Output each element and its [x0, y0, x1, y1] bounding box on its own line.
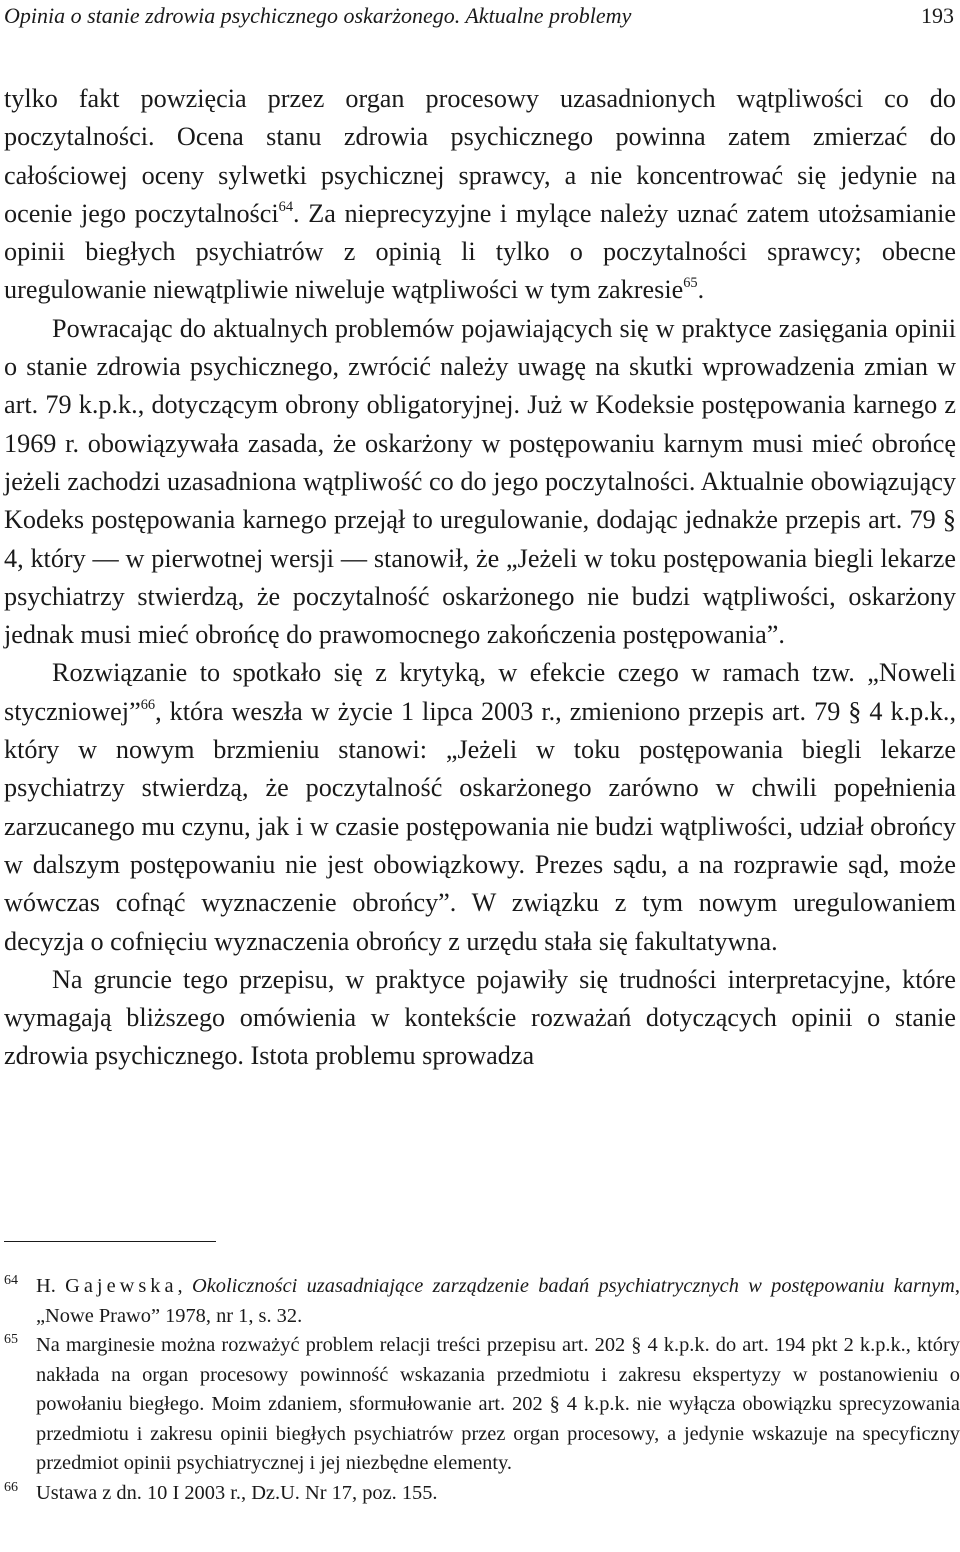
footnote-text: Ustawa z dn. 10 I 2003 r., Dz.U. Nr 17, poz. 155.	[36, 1481, 438, 1504]
page-number: 193	[921, 3, 954, 28]
footnote-66	[4, 1479, 960, 1509]
paragraph-3-text-b: , która weszła w życie 1 lipca 2003 r., zmieniono przepis art. 79 § 4 k.p.k., który w nowym brzmieniu stanowi: „Jeżeli w toku postępowania biegli lekarze psychiatrzy stwierdzą, że poczytalność oskarżonego zarówno w chwili popełnienia zarzucanego mu czynu, jak i w czasie postępowania nie budzi wątpliwości, udział obrońcy w dalszym postępowaniu nie jest obowiązkowy. Prezes sądu, a na rozprawie sąd, może wówczas cofnąć wyznaczenie obrońcy”. W związku z tym nowym uregulowaniem decyzja o cofnięciu wyznaczenia obrońcy z urzędu stała się fakultatywna.	[4, 696, 956, 956]
footnote-ref-64[interactable]: 64	[278, 199, 294, 216]
paragraph-1-text-b: . Za nieprecyzyjne i mylące należy uznać zatem utożsamianie opinii biegłych psychiatrów z opinią li tylko o poczytalności sprawcy; obecne uregulowanie niewątpliwie niweluje wątpliwości w tym zakresie	[4, 198, 956, 305]
running-title: Opinia o stanie zdrowia psychicznego oskarżonego. Aktualne problemy	[4, 3, 632, 28]
paragraph-1-text-a: tylko fakt powzięcia przez organ procesowy uzasadnionych wątpliwości co do poczytalności. Ocena stanu zdrowia psychicznego powinna zatem zmierzać do całościowej oceny sylwetki psychicznej sprawcy, a nie koncentrować się jedynie na ocenie jego poczytalności	[4, 84, 956, 228]
footnote-text: Na marginesie można rozważyć problem relacji treści przepisu art. 202 § 4 k.p.k. do art. 194 pkt 2 k.p.k., który nakłada na organ procesowy powinność wskazania przedmiotu i zakresu ekspertyzy w postanowieniu o powołaniu biegłego. Moim zdaniem, sformułowanie art. 202 § 4 k.p.k. nie wyłącza obowiązku sprecyzowania przedmiotu i zakresu opinii biegłych psychiatrów przez organ procesowy, a jedynie wskazuje na specyficzny przedmiot opinii psychiatrycznej i jej niezbędne elementy.	[36, 1334, 960, 1474]
running-header	[4, 0, 954, 32]
footnote-ref-66[interactable]: 66	[140, 696, 156, 713]
footnote-65	[4, 1331, 960, 1479]
paragraph-2: Powracając do aktualnych problemów pojawiających się w praktyce zasięgania opinii o stanie zdrowia psychicznego, zwrócić należy uwagę na skutki wprowadzenia zmian w art. 79 k.p.k., dotyczącym obrony obligatoryjnej. Już w Kodeksie postępowania karnego z 1969 r. obowiązywała zasada, że oskarżony w postępowaniu karnym musi mieć obrońcę jeżeli zachodzi uzasadniona wątpliwość co do jego poczytalności. Aktualnie obowiązujący Kodeks postępowania karnego przejął to uregulowanie, dodając jednakże przepis art. 79 § 4, który — w pierwotnej wersji — stanowił, że „Jeżeli w toku postępowania biegli lekarze psychiatrzy stwierdzą, że poczytalność oskarżonego nie budzi wątpliwości, oskarżony jednak musi mieć obrońcę do prawomocnego zakończenia postępowania”.	[4, 313, 956, 650]
footnote-ref-65[interactable]: 65	[683, 275, 698, 292]
footnote-number: 65	[4, 1332, 18, 1347]
paragraph-3-text-a: Rozwiązanie to spotkało się z krytyką, w efekcie czego w ramach tzw. „Noweli styczniowej”	[4, 658, 956, 726]
footnote-number: 64	[4, 1273, 18, 1288]
footnotes	[4, 1272, 960, 1508]
footnote-author-initial: H.	[36, 1275, 66, 1297]
main-text	[4, 80, 956, 1076]
footnote-number: 66	[4, 1479, 18, 1495]
footnote-separator-comma: ,	[177, 1275, 192, 1297]
footnote-citation: , „Nowe Prawo” 1978, nr 1, s. 32.	[36, 1275, 960, 1327]
footnote-work-title: Okoliczności uzasadniające zarządzenie badań psychiatrycznych w postępowaniu karnym	[191, 1275, 955, 1297]
footnote-author-surname: Gajewska	[65, 1275, 178, 1297]
paragraph-3	[4, 654, 956, 960]
paragraph-1-text-c: .	[697, 275, 705, 305]
footnote-separator	[4, 1241, 216, 1242]
paragraph-4: Na gruncie tego przepisu, w praktyce pojawiły się trudności interpretacyjne, które wymagają bliższego omówienia w kontekście rozważań dotyczących opinii o stanie zdrowia psychicznego. Istota problemu sprowadza	[4, 964, 956, 1071]
paragraph-1	[4, 80, 956, 310]
footnote-64	[4, 1272, 960, 1331]
